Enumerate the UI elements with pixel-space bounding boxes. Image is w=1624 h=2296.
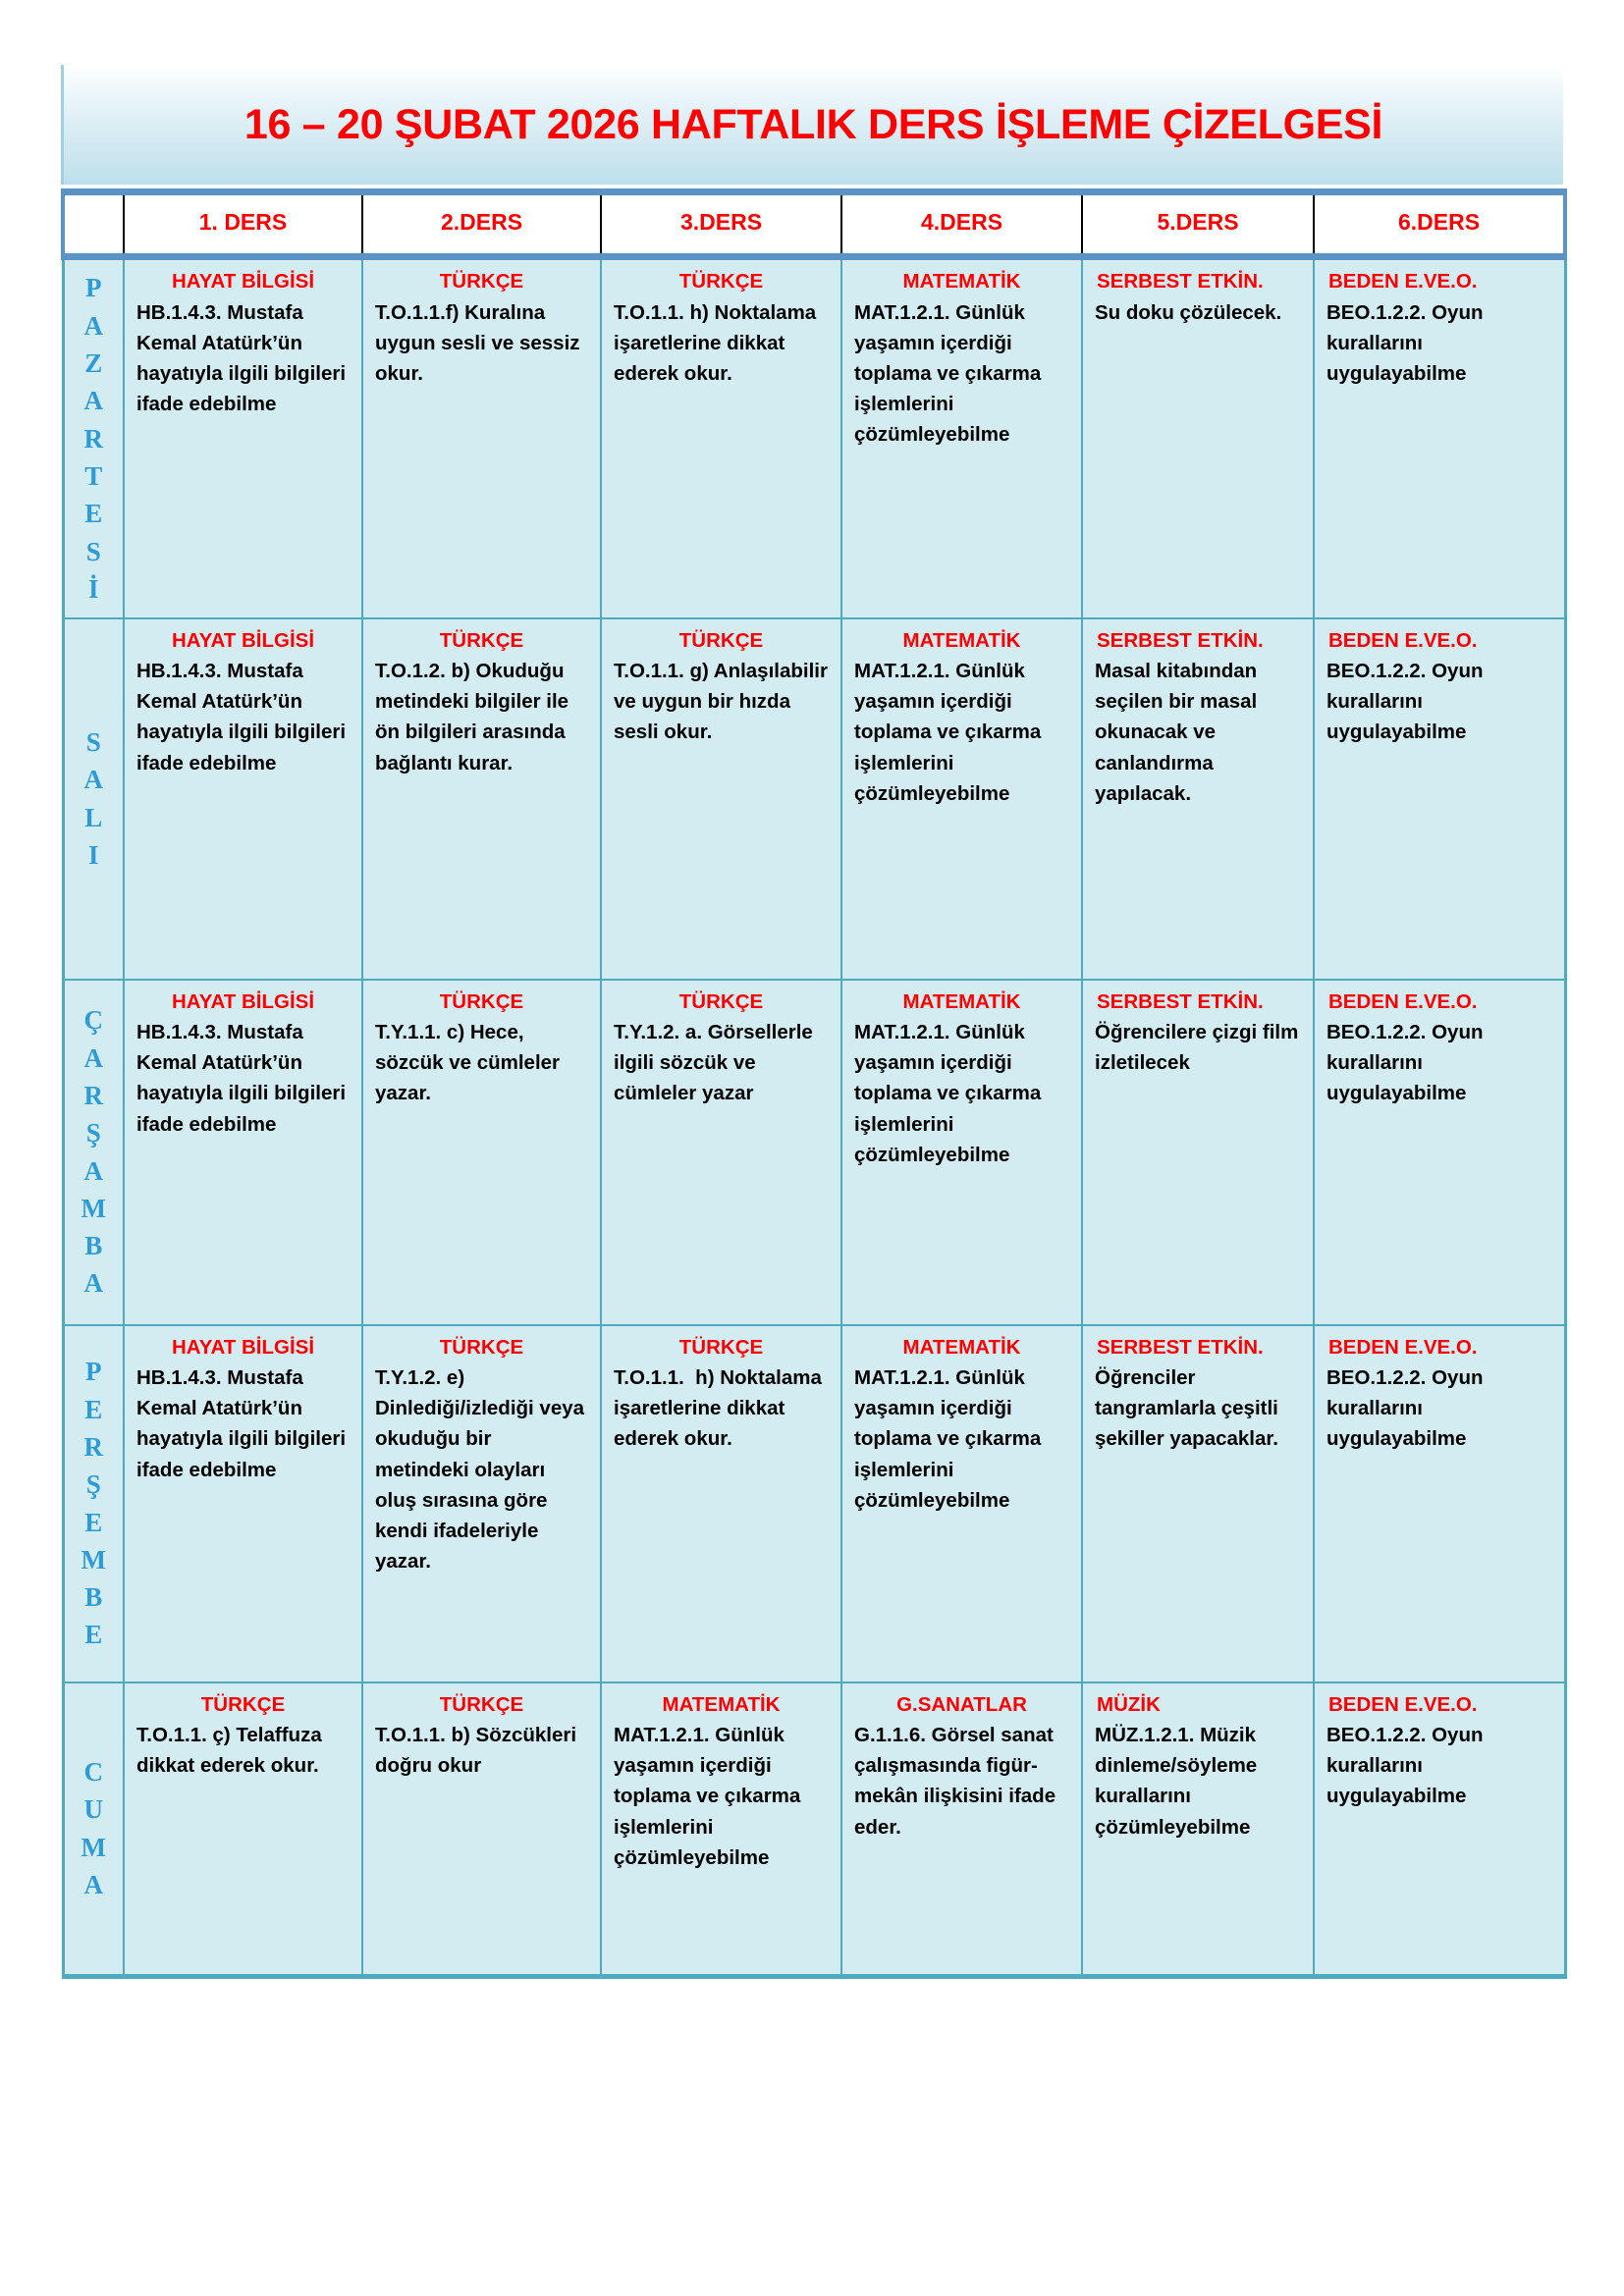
day-letter: A: [83, 310, 103, 341]
schedule-row-perşembe: [63, 1325, 1565, 1682]
lesson-subject: TÜRKÇE: [678, 628, 764, 652]
lesson-subject: SERBEST ETKİN.: [1097, 628, 1264, 652]
lesson-objective: BEO.1.2.2. Oyun kurallarını uygulayabilme: [1326, 660, 1489, 744]
lesson-subject: MATEMATİK: [662, 1692, 781, 1716]
lesson-subject: G.SANATLAR: [896, 1692, 1027, 1716]
lesson-subject: BEDEN E.VE.O.: [1328, 1335, 1478, 1359]
lesson-cell: [601, 980, 841, 1325]
lesson-cell: [124, 1325, 362, 1682]
header-cell-lesson-6: [1314, 192, 1565, 257]
lesson-objective: T.O.1.1. h) Noktalama işaretlerine dikkat ederek okur.: [614, 300, 822, 385]
lesson-subject: SERBEST ETKİN.: [1097, 989, 1264, 1013]
lesson-objective: T.Y.1.2. a. Görsellerle ilgili sözcük ve cümleler yazar: [614, 1021, 819, 1105]
lesson-cell: [1082, 1682, 1314, 1977]
lesson-subject: TÜRKÇE: [200, 1692, 286, 1716]
lesson-subject: MATEMATİK: [902, 270, 1021, 293]
header-label-lesson-2: 2.DERS: [440, 209, 523, 235]
day-letter: R: [83, 423, 103, 454]
day-letter: P: [85, 273, 102, 303]
lesson-objective: Su doku çözülecek.: [1095, 300, 1282, 324]
lesson-subject: HAYAT BİLGİSİ: [171, 270, 315, 293]
day-label-cell: [63, 257, 124, 618]
lesson-subject: HAYAT BİLGİSİ: [171, 1335, 315, 1359]
header-row: [63, 192, 1565, 257]
day-letter: M: [81, 1544, 106, 1575]
day-label-cell: [63, 1325, 124, 1682]
day-label-cell: [63, 1682, 124, 1977]
header-cell-lesson-3: [601, 192, 841, 257]
day-letter: M: [81, 1832, 106, 1862]
lesson-objective: HB.1.4.3. Mustafa Kemal Atatürk’ün hayatıyla ilgili bilgileri ifade edebilme: [136, 1366, 352, 1481]
day-letter: I: [87, 839, 99, 870]
header-label-lesson-5: 5.DERS: [1157, 209, 1239, 235]
lesson-cell: [1314, 980, 1565, 1325]
lesson-objective: MAT.1.2.1. Günlük yaşamın içerdiği toplama ve çıkarma işlemlerini çözümleyebilme: [854, 1021, 1047, 1166]
lesson-subject: HAYAT BİLGİSİ: [171, 989, 315, 1013]
day-letter: R: [83, 1080, 103, 1110]
day-letter: Ş: [85, 1118, 101, 1148]
lesson-cell: [362, 257, 601, 618]
lesson-cell: [362, 1682, 601, 1977]
lesson-objective: T.O.1.1.f) Kuralına uygun sesli ve sessiz okur.: [375, 300, 586, 385]
lesson-subject: BEDEN E.VE.O.: [1328, 989, 1478, 1013]
header-label-lesson-3: 3.DERS: [679, 209, 763, 235]
lesson-cell: [1314, 1682, 1565, 1977]
lesson-objective: MAT.1.2.1. Günlük yaşamın içerdiği toplama ve çıkarma işlemlerini çözümleyebilme: [854, 660, 1047, 805]
day-letter: Ç: [83, 1005, 103, 1036]
day-letter: L: [84, 802, 103, 832]
lesson-objective: Masal kitabından seçilen bir masal okunacak ve canlandırma yapılacak.: [1095, 660, 1263, 805]
lesson-objective: MAT.1.2.1. Günlük yaşamın içerdiği toplama ve çıkarma işlemlerini çözümleyebilme: [854, 1366, 1047, 1512]
lesson-cell: [1082, 257, 1314, 618]
day-letter: C: [83, 1757, 103, 1788]
lesson-subject: TÜRKÇE: [439, 270, 524, 293]
page-title: 16 – 20 ŞUBAT 2026 HAFTALIK DERS İŞLEME ÇİZELGESİ: [244, 100, 1383, 148]
schedule-row-cuma: [63, 1682, 1565, 1977]
lesson-objective: BEO.1.2.2. Oyun kurallarını uygulayabilme: [1326, 1021, 1489, 1105]
lesson-subject: TÜRKÇE: [439, 1335, 524, 1359]
lesson-cell: [601, 1325, 841, 1682]
day-letter: E: [84, 1394, 103, 1424]
lesson-objective: G.1.1.6. Görsel sanat çalışmasında figür-mekân ilişkisini ifade eder.: [854, 1724, 1061, 1839]
day-letter: İ: [87, 573, 99, 604]
lesson-objective: T.O.1.1. ç) Telaffuza dikkat ederek okur.: [136, 1724, 328, 1778]
lesson-objective: T.Y.1.2. e) Dinlediği/izlediği veya okuduğu bir metindeki olayları oluş sırasına göre kendi ifadeleriyle yazar.: [375, 1366, 590, 1574]
header-cell-lesson-1: [124, 192, 362, 257]
day-letter: B: [84, 1582, 103, 1613]
day-letter: A: [83, 1870, 103, 1900]
day-letter: B: [84, 1231, 103, 1261]
table-header: [63, 192, 1565, 257]
day-letter: Ş: [85, 1469, 101, 1500]
day-letter: U: [83, 1794, 103, 1825]
day-letter: Z: [84, 347, 103, 378]
header-cell-lesson-4: [841, 192, 1082, 257]
lesson-subject: TÜRKÇE: [678, 989, 764, 1013]
schedule-row-pazartesi̇: [63, 257, 1565, 618]
lesson-objective: HB.1.4.3. Mustafa Kemal Atatürk’ün hayatıyla ilgili bilgileri ifade edebilme: [136, 300, 352, 416]
day-letter: T: [84, 460, 103, 491]
day-letter: E: [84, 1507, 103, 1537]
lesson-subject: BEDEN E.VE.O.: [1328, 270, 1478, 293]
lesson-subject: MATEMATİK: [902, 1335, 1021, 1359]
lesson-subject: TÜRKÇE: [439, 1692, 524, 1716]
day-letter: P: [85, 1357, 102, 1387]
lesson-cell: [841, 257, 1082, 618]
header-label-lesson-1: 1. DERS: [198, 209, 288, 235]
lesson-cell: [841, 980, 1082, 1325]
day-name-vertical: [65, 1753, 124, 1903]
lesson-objective: T.Y.1.1. c) Hece, sözcük ve cümleler yazar.: [375, 1021, 566, 1105]
day-letter: R: [83, 1431, 103, 1462]
title-banner: [61, 65, 1563, 185]
day-label-cell: [63, 618, 124, 980]
lesson-subject: TÜRKÇE: [439, 628, 524, 652]
schedule-row-sali: [63, 618, 1565, 980]
header-label-lesson-6: 6.DERS: [1397, 209, 1481, 235]
lesson-subject: BEDEN E.VE.O.: [1328, 628, 1478, 652]
lesson-objective: BEO.1.2.2. Oyun kurallarını uygulayabilme: [1326, 300, 1489, 385]
lesson-cell: [841, 1325, 1082, 1682]
day-letter: A: [83, 1155, 103, 1186]
lesson-cell: [1314, 257, 1565, 618]
lesson-cell: [601, 618, 841, 980]
lesson-subject: SERBEST ETKİN.: [1097, 270, 1264, 293]
lesson-objective: HB.1.4.3. Mustafa Kemal Atatürk’ün hayatıyla ilgili bilgileri ifade edebilme: [136, 1021, 352, 1136]
header-cell-lesson-2: [362, 192, 601, 257]
lesson-objective: T.O.1.2. b) Okuduğu metindeki bilgiler ile ön bilgileri arasında bağlantı kurar.: [375, 660, 574, 774]
lesson-objective: Öğrenciler tangramlarla çeşitli şekiller yapacaklar.: [1095, 1366, 1284, 1451]
day-label-cell: [63, 980, 124, 1325]
schedule-row-çarşamba: [63, 980, 1565, 1325]
lesson-subject: TÜRKÇE: [678, 270, 764, 293]
lesson-subject: MATEMATİK: [902, 628, 1021, 652]
day-letter: S: [85, 726, 101, 757]
lesson-objective: MÜZ.1.2.1. Müzik dinleme/söyleme kurallarını çözümleyebilme: [1095, 1724, 1263, 1839]
lesson-subject: HAYAT BİLGİSİ: [171, 628, 315, 652]
header-label-lesson-4: 4.DERS: [920, 209, 1003, 235]
lesson-cell: [1314, 1325, 1565, 1682]
lesson-cell: [362, 1325, 601, 1682]
lesson-subject: TÜRKÇE: [439, 989, 524, 1013]
lesson-objective: MAT.1.2.1. Günlük yaşamın içerdiği toplama ve çıkarma işlemlerini çözümleyebilme: [854, 300, 1047, 447]
lesson-objective: BEO.1.2.2. Oyun kurallarını uygulayabilme: [1326, 1366, 1489, 1451]
day-letter: E: [84, 1620, 103, 1650]
day-letter: E: [84, 499, 103, 529]
lesson-cell: [124, 257, 362, 618]
lesson-cell: [841, 1682, 1082, 1977]
lesson-subject: BEDEN E.VE.O.: [1328, 1692, 1478, 1716]
lesson-objective: BEO.1.2.2. Oyun kurallarını uygulayabilme: [1326, 1724, 1489, 1808]
day-letter: A: [83, 386, 103, 416]
lesson-cell: [124, 618, 362, 980]
lesson-subject: SERBEST ETKİN.: [1097, 1335, 1264, 1359]
day-name-vertical: [65, 723, 124, 874]
day-name-vertical: [65, 269, 124, 608]
lesson-cell: [1314, 618, 1565, 980]
day-letter: S: [85, 536, 101, 566]
lesson-cell: [1082, 618, 1314, 980]
lesson-cell: [362, 980, 601, 1325]
lesson-objective: T.O.1.1. b) Sözcükleri doğru okur: [375, 1724, 582, 1778]
lesson-cell: [124, 980, 362, 1325]
table-body: [63, 257, 1565, 1977]
day-letter: A: [83, 1268, 103, 1299]
lesson-subject: MÜZİK: [1097, 1692, 1161, 1716]
lesson-objective: T.O.1.1. h) Noktalama işaretlerine dikkat ederek okur.: [614, 1366, 828, 1451]
lesson-cell: [362, 618, 601, 980]
lesson-cell: [1082, 980, 1314, 1325]
lesson-subject: MATEMATİK: [902, 989, 1021, 1013]
header-cell-lesson-5: [1082, 192, 1314, 257]
lesson-cell: [841, 618, 1082, 980]
lesson-objective: Öğrencilere çizgi film izletilecek: [1095, 1021, 1305, 1075]
lesson-cell: [601, 1682, 841, 1977]
day-letter: A: [83, 1042, 103, 1073]
day-name-vertical: [65, 1353, 124, 1654]
lesson-objective: MAT.1.2.1. Günlük yaşamın içerdiği toplama ve çıkarma işlemlerini çözümleyebilme: [614, 1724, 806, 1869]
lesson-cell: [601, 257, 841, 618]
header-corner-cell: [63, 192, 124, 257]
lesson-subject: TÜRKÇE: [678, 1335, 764, 1359]
lesson-objective: HB.1.4.3. Mustafa Kemal Atatürk’ün hayatıyla ilgili bilgileri ifade edebilme: [136, 660, 352, 774]
schedule-table: [61, 188, 1567, 1979]
day-name-vertical: [65, 1001, 124, 1303]
day-letter: A: [83, 765, 103, 795]
lesson-cell: [1082, 1325, 1314, 1682]
lesson-cell: [124, 1682, 362, 1977]
day-letter: M: [81, 1193, 106, 1223]
lesson-objective: T.O.1.1. g) Anlaşılabilir ve uygun bir hızda sesli okur.: [614, 660, 834, 744]
